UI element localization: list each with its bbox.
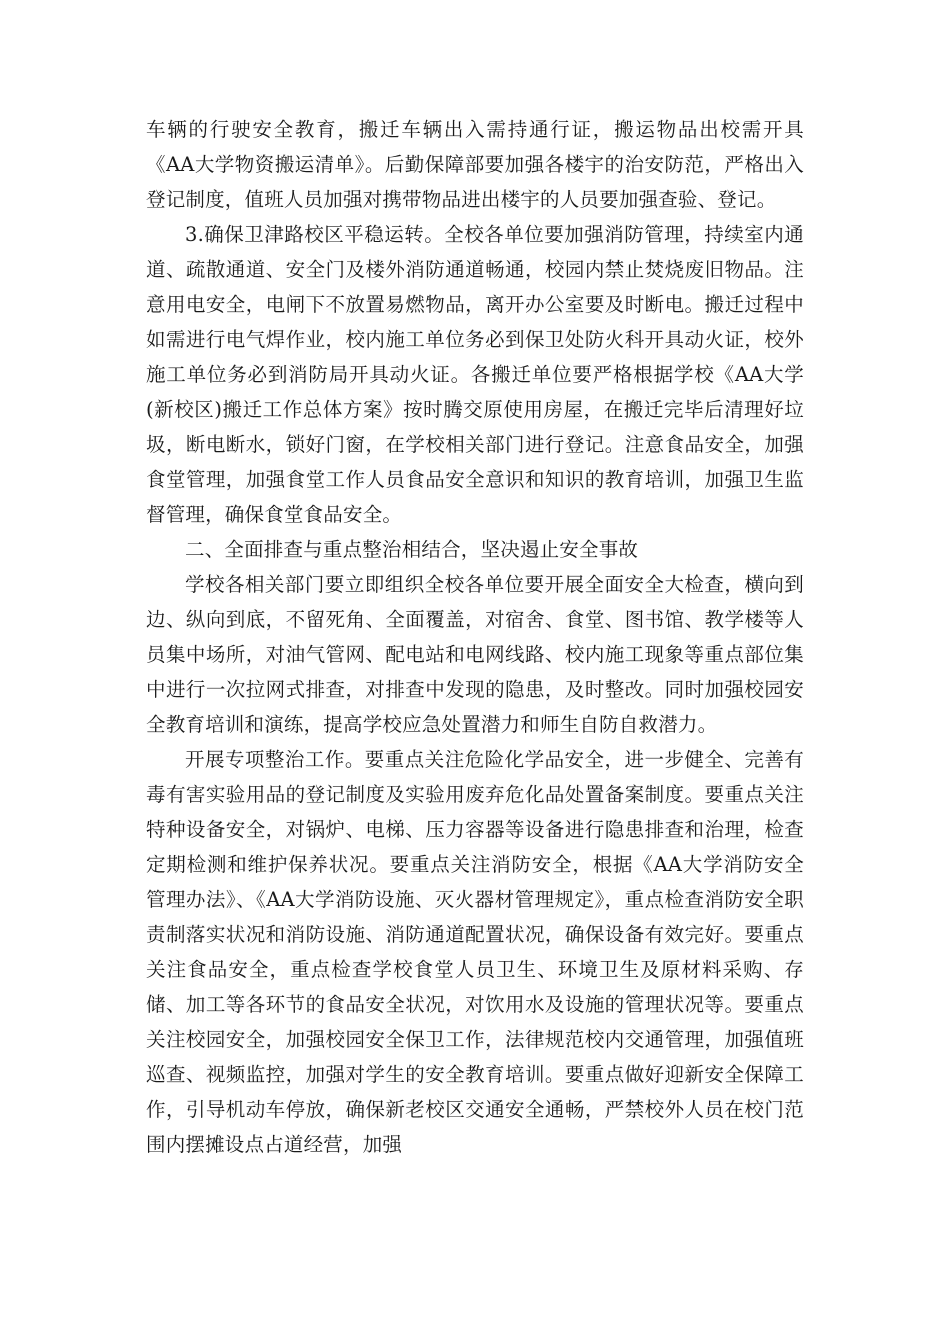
- paragraph-vehicle-safety: 车辆的行驶安全教育，搬迁车辆出入需持通行证，搬运物品出校需开具《AA大学物资搬运清单》。后勤保障部要加强各楼宇的治安防范，严格出入登记制度，值班人员加强对携带物品进出楼宇的人员要加强查验、登记。: [146, 118, 804, 211]
- paragraph-full-inspection: 学校各相关部门要立即组织全校各单位要开展全面安全大检查，横向到边、纵向到底，不留死角、全面覆盖，对宿舍、食堂、图书馆、教学楼等人员集中场所，对油气管网、配电站和电网线路、校内施工现象等重点部位集中进行一次拉网式排查，对排查中发现的隐患，及时整改。同时加强校园安全教育培训和演练，提高学校应急处置潜力和师生自防自救潜力。: [146, 573, 804, 736]
- paragraph-weijin-campus: 3.确保卫津路校区平稳运转。全校各单位要加强消防管理，持续室内通道、疏散通道、安全门及楼外消防通道畅通，校园内禁止焚烧废旧物品。注意用电安全，电闸下不放置易燃物品，离开办公室要及时断电。搬迁过程中如需进行电气焊作业，校内施工单位务必到保卫处防火科开具动火证，校外施工单位务必到消防局开具动火证。各搬迁单位要严格根据学校《AA大学(新校区)搬迁工作总体方案》按时腾交原使用房屋，在搬迁完毕后清理好垃圾，断电断水，锁好门窗，在学校相关部门进行登记。注意食品安全，加强食堂管理，加强食堂工作人员食品安全意识和知识的教育培训，加强卫生监督管理，确保食堂食品安全。: [146, 223, 804, 526]
- paragraph-special-rectification: 开展专项整治工作。要重点关注危险化学品安全，进一步健全、完善有毒有害实验用品的登记制度及实验用废弃危化品处置备案制度。要重点关注特种设备安全，对锅炉、电梯、压力容器等设备进行隐患排查和治理，检查定期检测和维护保养状况。要重点关注消防安全，根据《AA大学消防安全管理办法》、《AA大学消防设施、灭火器材管理规定》，重点检查消防安全职责制落实状况和消防设施、消防通道配置状况，确保设备有效完好。要重点关注食品安全，重点检查学校食堂人员卫生、环境卫生及原材料采购、存储、加工等各环节的食品安全状况，对饮用水及设施的管理状况等。要重点关注校园安全，加强校园安全保卫工作，法律规范校内交通管理，加强值班巡查、视频监控，加强对学生的安全教育培训。要重点做好迎新安全保障工作，引导机动车停放，确保新老校区交通安全通畅，严禁校外人员在校门范围内摆摊设点占道经营，加强: [146, 748, 804, 1156]
- document-page: [146, 112, 804, 1162]
- section-heading-inspection: 二、全面排查与重点整治相结合，坚决遏止安全事故: [185, 538, 639, 561]
